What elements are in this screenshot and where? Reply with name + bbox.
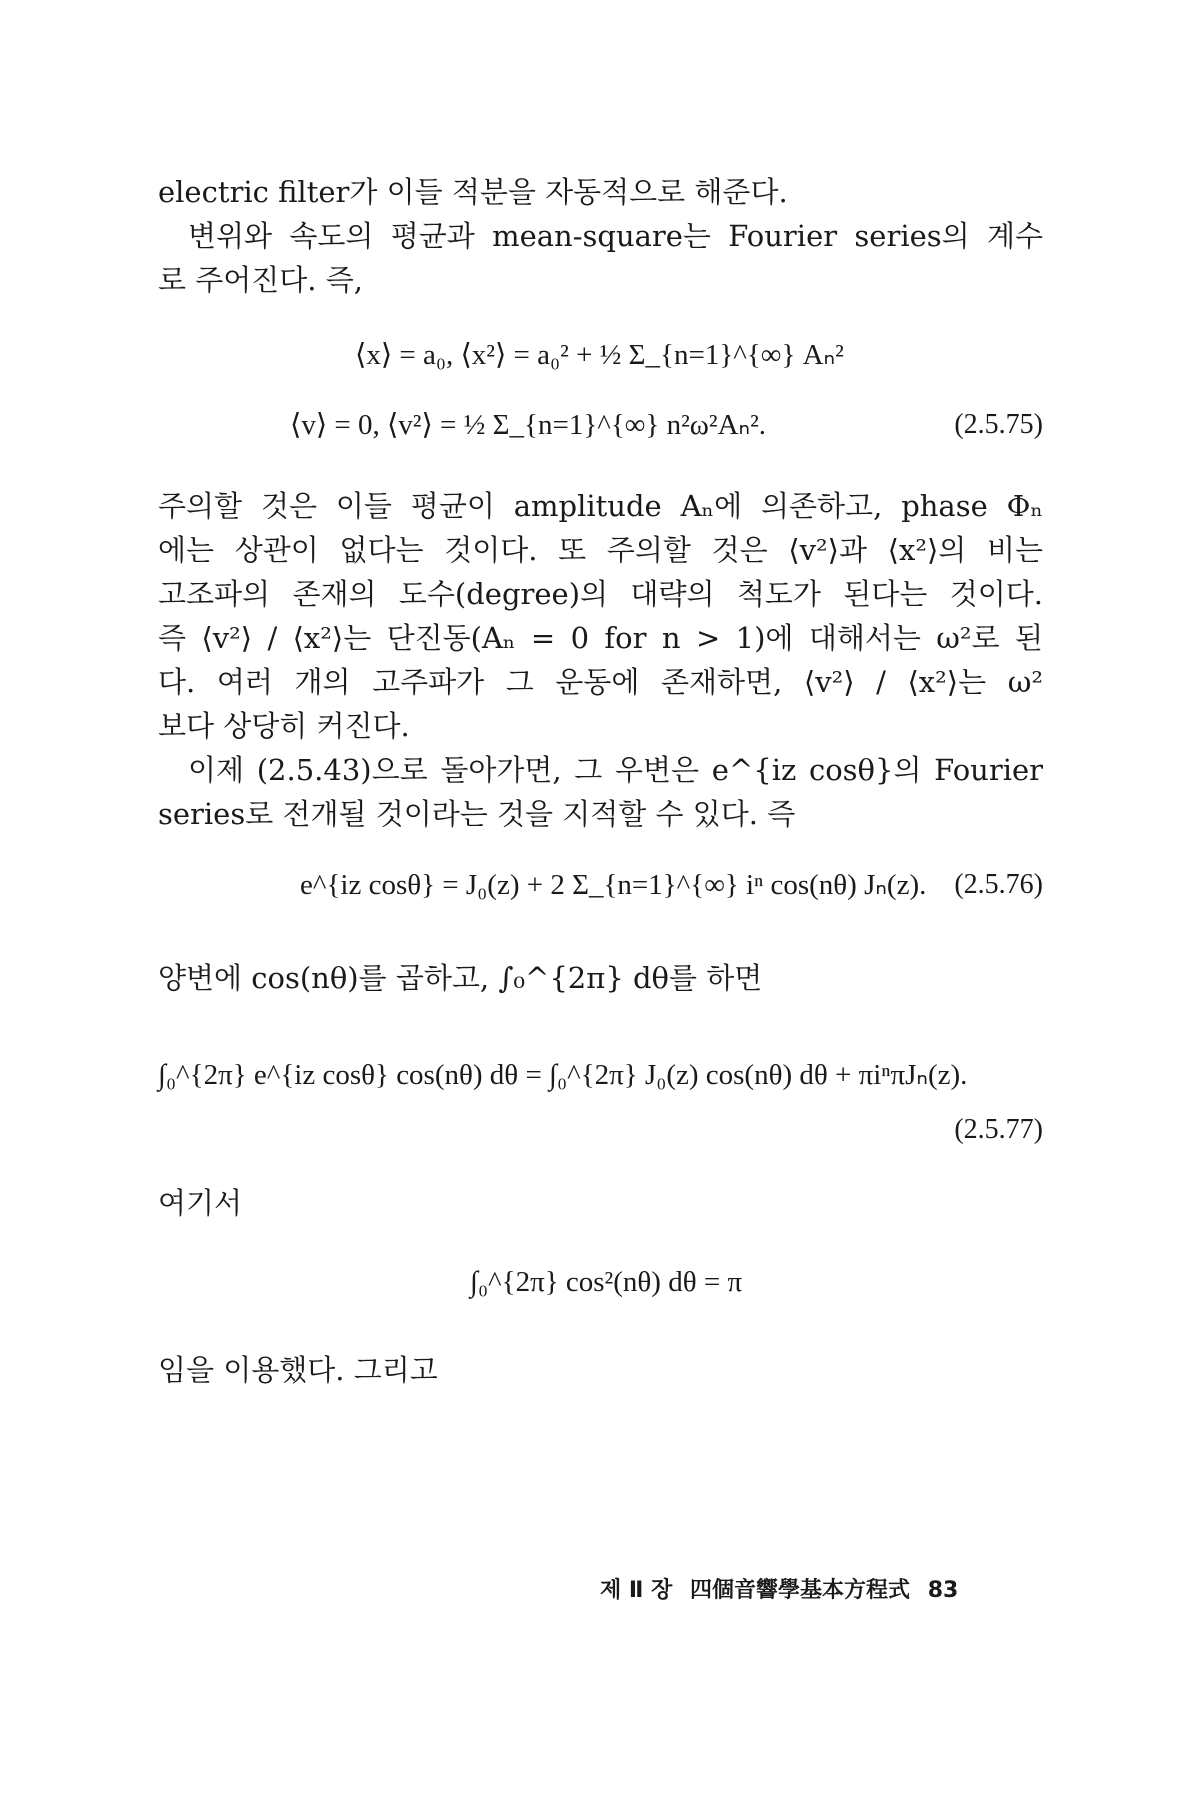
equation-mean-velocity: ⟨v⟩ = 0, ⟨v²⟩ = ½ Σ_{n=1}^{∞} n²ω²Aₙ².: [290, 409, 767, 441]
text-line: 양변에 cos(nθ)를 곱하고, ∫₀^{2π} dθ를 하면: [158, 961, 763, 995]
text-line: 다. 여러 개의 고주파가 그 운동에 존재하면, ⟨v²⟩ / ⟨x²⟩는 ω²: [158, 665, 1043, 699]
text-line: 고조파의 존재의 도수(degree)의 대략의 척도가 된다는 것이다.: [158, 577, 1043, 611]
text-line: 여기서: [158, 1186, 243, 1220]
text-line: series로 전개될 것이라는 것을 지적할 수 있다. 즉: [158, 797, 796, 831]
equation-cos-squared: ∫₀^{2π} cos²(nθ) dθ = π: [470, 1266, 743, 1298]
text-line: 즉 ⟨v²⟩ / ⟨x²⟩는 단진동(Aₙ = 0 for n > 1)에 대해서는 ω²로 된: [158, 621, 1043, 655]
equation-number: (2.5.76): [954, 869, 1043, 900]
equation-number: (2.5.77): [954, 1114, 1043, 1145]
equation-jacobi-anger: e^{iz cosθ} = J₀(z) + 2 Σ_{n=1}^{∞} iⁿ cos(nθ) Jₙ(z).: [300, 869, 927, 901]
text-line: 임을 이용했다. 그리고: [158, 1353, 438, 1387]
text-line: 이제 (2.5.43)으로 돌아가면, 그 우변은 e^{iz cosθ}의 Fourier: [188, 753, 1043, 787]
footer-chapter: 제 Ⅱ 장: [600, 1578, 673, 1603]
equation-number: (2.5.75): [954, 409, 1043, 440]
text-line: 변위와 속도의 평균과 mean-square는 Fourier series의 계수: [188, 219, 1043, 253]
text-line: 주의할 것은 이들 평균이 amplitude Aₙ에 의존하고, phase Φₙ: [158, 489, 1043, 523]
text-line: 로 주어진다. 즉,: [158, 263, 363, 297]
equation-mean-displacement: ⟨x⟩ = a₀, ⟨x²⟩ = a₀² + ½ Σ_{n=1}^{∞} Aₙ²: [355, 339, 844, 371]
equation-integral: ∫₀^{2π} e^{iz cosθ} cos(nθ) dθ = ∫₀^{2π} J₀(z) cos(nθ) dθ + πiⁿπJₙ(z).: [158, 1059, 968, 1091]
text-line: 에는 상관이 없다는 것이다. 또 주의할 것은 ⟨v²⟩과 ⟨x²⟩의 비는: [158, 533, 1043, 567]
text-line: electric filter가 이들 적분을 자동적으로 해준다.: [158, 175, 788, 209]
footer-title: 四個音響學基本方程式: [690, 1578, 911, 1603]
page-number: 83: [927, 1578, 959, 1603]
page-footer: [600, 1573, 1025, 1609]
text-line: 보다 상당히 커진다.: [158, 709, 410, 743]
